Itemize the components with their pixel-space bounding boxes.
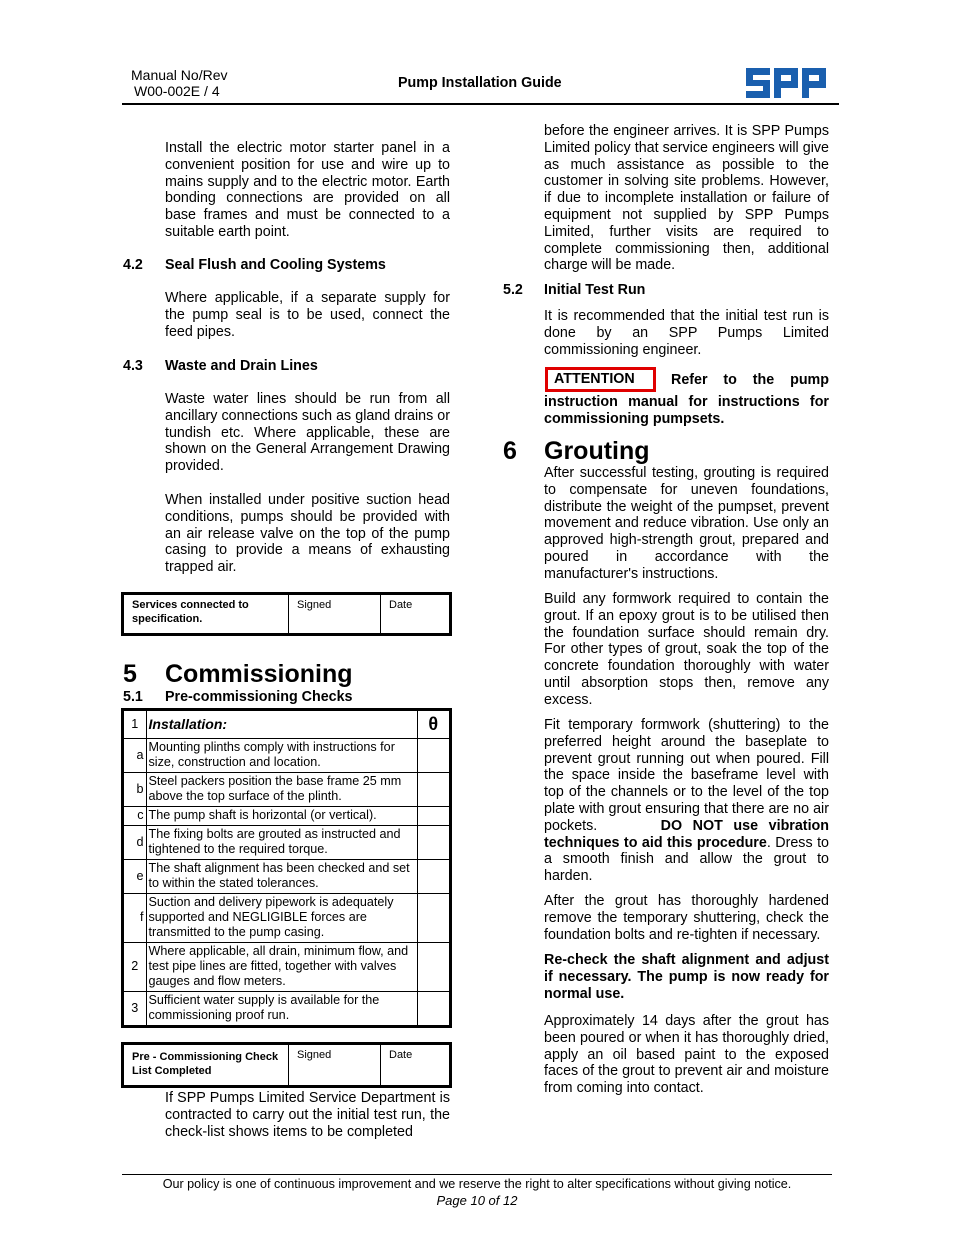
page-number: Page 10 of 12 xyxy=(436,1193,518,1208)
tick-column-icon: θ xyxy=(417,711,449,738)
grouting-paragraph-1: After successful testing, grouting is required to compensate for uneven foundations, distribute the weight of the pumpset, prevent movement and reduce vibration. Use only an approved high-strength grout, prepared and poured in accordance with the manufacturer's instructions. xyxy=(544,465,829,582)
section-5-1-title: Pre-commissioning Checks xyxy=(165,689,353,705)
date-field[interactable]: Date xyxy=(389,1049,413,1061)
row-checkbox[interactable] xyxy=(417,991,449,1025)
row-checkbox[interactable] xyxy=(417,942,449,991)
section-5-1-number: 5.1 xyxy=(123,689,143,705)
row-text: Steel packers position the base frame 25 mm above the top surface of the plinth. xyxy=(146,772,417,806)
checklist-row xyxy=(124,942,449,991)
row-key: a xyxy=(124,738,146,772)
section-5-2-number: 5.2 xyxy=(503,282,523,298)
grouting-paragraph-2: Build any formwork required to contain the grout. If an epoxy grout is to be utilised then the foundation surface should remain dry. For other types of grout, soak the top of the concrete foundation thoroughly with water until absorption stops then, remove any excess. xyxy=(544,591,829,708)
row-key: b xyxy=(124,772,146,806)
checklist-row xyxy=(124,806,449,825)
row-text: Suction and delivery pipework is adequately supported and NEGLIGIBLE forces are transmitted to the pump casing. xyxy=(146,893,417,942)
formwork-text: Fit temporary formwork (shuttering) to the preferred height around the baseplate to prevent grout running out when poured. Fill the space inside the baseframe level with top of the channels or to the level of the top plate with grout ensuring that there are no air pockets. xyxy=(544,717,833,834)
initial-test-paragraph: It is recommended that the initial test run is done by an SPP Pumps Limited commissioning engineer. xyxy=(544,308,829,358)
manual-revision: W00-002E / 4 xyxy=(134,83,220,99)
row-key: 2 xyxy=(124,942,146,991)
engineer-visit-paragraph: before the engineer arrives. It is SPP Pumps Limited policy that service engineers will give as much assistance as possible to the customer in solving site problems. However, if due to incomplete installation or failure of equipment not supplied by SPP Pumps Limited, further visits are required to complete commissioning then, additional charge will be made. xyxy=(544,123,829,274)
attention-text: instruction manual for instructions for commissioning pumpsets. xyxy=(544,394,829,427)
row-text: The shaft alignment has been checked and set to within the stated tolerances. xyxy=(146,859,417,893)
section-4-3-title: Waste and Drain Lines xyxy=(165,358,318,374)
attention-text-line1: Refer to the pump xyxy=(671,372,829,388)
dress-text: . Dress to a smooth finish and allow the grout to harden. xyxy=(544,834,829,885)
section-4-3-number: 4.3 xyxy=(123,358,143,374)
checklist-signoff-box xyxy=(121,1042,452,1088)
row-text: The pump shaft is horizontal (or vertical). xyxy=(146,806,417,825)
grouting-paragraph-3 xyxy=(544,717,833,885)
header-rule xyxy=(122,103,839,105)
checklist-row xyxy=(124,893,449,942)
air-release-paragraph: When installed under positive suction head conditions, pumps should be provided with an air release valve on the top of the pump casing to provide a means of exhausting trapped air. xyxy=(165,492,450,576)
row-text: Sufficient water supply is available for the commissioning proof run. xyxy=(146,991,417,1025)
checklist-row xyxy=(124,859,449,893)
checklist-row xyxy=(124,991,449,1025)
signoff-label: Services connected to specification. xyxy=(124,595,289,633)
service-department-paragraph: If SPP Pumps Limited Service Department is contracted to carry out the initial test run, the check-list shows items to be completed xyxy=(165,1090,450,1140)
signoff-label: Pre - Commissioning Check List Completed xyxy=(124,1045,289,1085)
row-key: d xyxy=(124,825,146,859)
footer-policy: Our policy is one of continuous improvement and we reserve the right to alter specifications without giving notice. xyxy=(162,1177,792,1191)
section-5-2-title: Initial Test Run xyxy=(544,282,646,298)
row-checkbox[interactable] xyxy=(417,772,449,806)
checklist-header-label: Installation: xyxy=(146,711,417,738)
row-text: Where applicable, all drain, minimum flow, and test pipe lines are fitted, together with valves gauges and flow meters. xyxy=(146,942,417,991)
row-key: 3 xyxy=(124,991,146,1025)
section-5-number: 5 xyxy=(123,660,137,688)
section-4-2-number: 4.2 xyxy=(123,257,143,273)
row-checkbox[interactable] xyxy=(417,859,449,893)
row-checkbox[interactable] xyxy=(417,806,449,825)
row-key: f xyxy=(124,893,146,942)
date-field[interactable]: Date xyxy=(389,599,413,611)
manual-number xyxy=(131,67,228,99)
checklist-row xyxy=(124,738,449,772)
row-checkbox[interactable] xyxy=(417,893,449,942)
signed-field[interactable]: Signed xyxy=(289,595,381,633)
checklist-row xyxy=(124,825,449,859)
row-text: The fixing bolts are grouted as instructed and tightened to the required torque. xyxy=(146,825,417,859)
section-6-number: 6 xyxy=(503,437,517,465)
pre-commissioning-checklist xyxy=(121,708,452,1028)
vibration-warning: DO NOT use vibration techniques to aid this procedure xyxy=(544,817,830,851)
section-4-2-title: Seal Flush and Cooling Systems xyxy=(165,257,386,273)
section-6-title: Grouting xyxy=(544,437,650,465)
signed-field[interactable]: Signed xyxy=(289,1045,381,1085)
waste-lines-paragraph: Waste water lines should be run from all ancillary connections such as gland drains or tundish etc. Where applicable, these are shown on the General Arrangement Drawing provided. xyxy=(165,391,450,475)
recheck-alignment-paragraph: Re-check the shaft alignment and adjust if necessary. The pump is now ready for normal use. xyxy=(544,952,829,1002)
row-checkbox[interactable] xyxy=(417,825,449,859)
footer-rule xyxy=(122,1174,832,1175)
paint-paragraph: Approximately 14 days after the grout has been poured or when it has thoroughly dried, apply an oil based paint to the exposed faces of the grout to prevent air and moisture from coming into contact. xyxy=(544,1013,829,1097)
grouting-paragraph-4: After the grout has thoroughly hardened remove the temporary shuttering, check the foundation bolts and re-tighten if necessary. xyxy=(544,893,829,943)
checklist-row xyxy=(124,772,449,806)
seal-flush-paragraph: Where applicable, if a separate supply for the pump seal is to be used, connect the feed pipes. xyxy=(165,290,450,340)
section-5-title: Commissioning xyxy=(165,660,353,688)
row-checkbox[interactable] xyxy=(417,738,449,772)
checklist-header-number: 1 xyxy=(124,711,146,738)
row-key: c xyxy=(124,806,146,825)
manual-label: Manual No/Rev xyxy=(131,67,228,83)
checklist-header-row xyxy=(124,711,449,738)
starter-panel-paragraph: Install the electric motor starter panel in a convenient position for use and wire up to mains supply and to the electric motor. Earth bonding connections are provided on all base frames and must be connected to a suitable earth point. xyxy=(165,140,450,240)
attention-badge: ATTENTION xyxy=(545,367,656,392)
row-key: e xyxy=(124,859,146,893)
services-signoff-box xyxy=(121,592,452,636)
document-title: Pump Installation Guide xyxy=(398,75,562,91)
spp-logo xyxy=(744,66,828,100)
row-text: Mounting plinths comply with instructions for size, construction and location. xyxy=(146,738,417,772)
